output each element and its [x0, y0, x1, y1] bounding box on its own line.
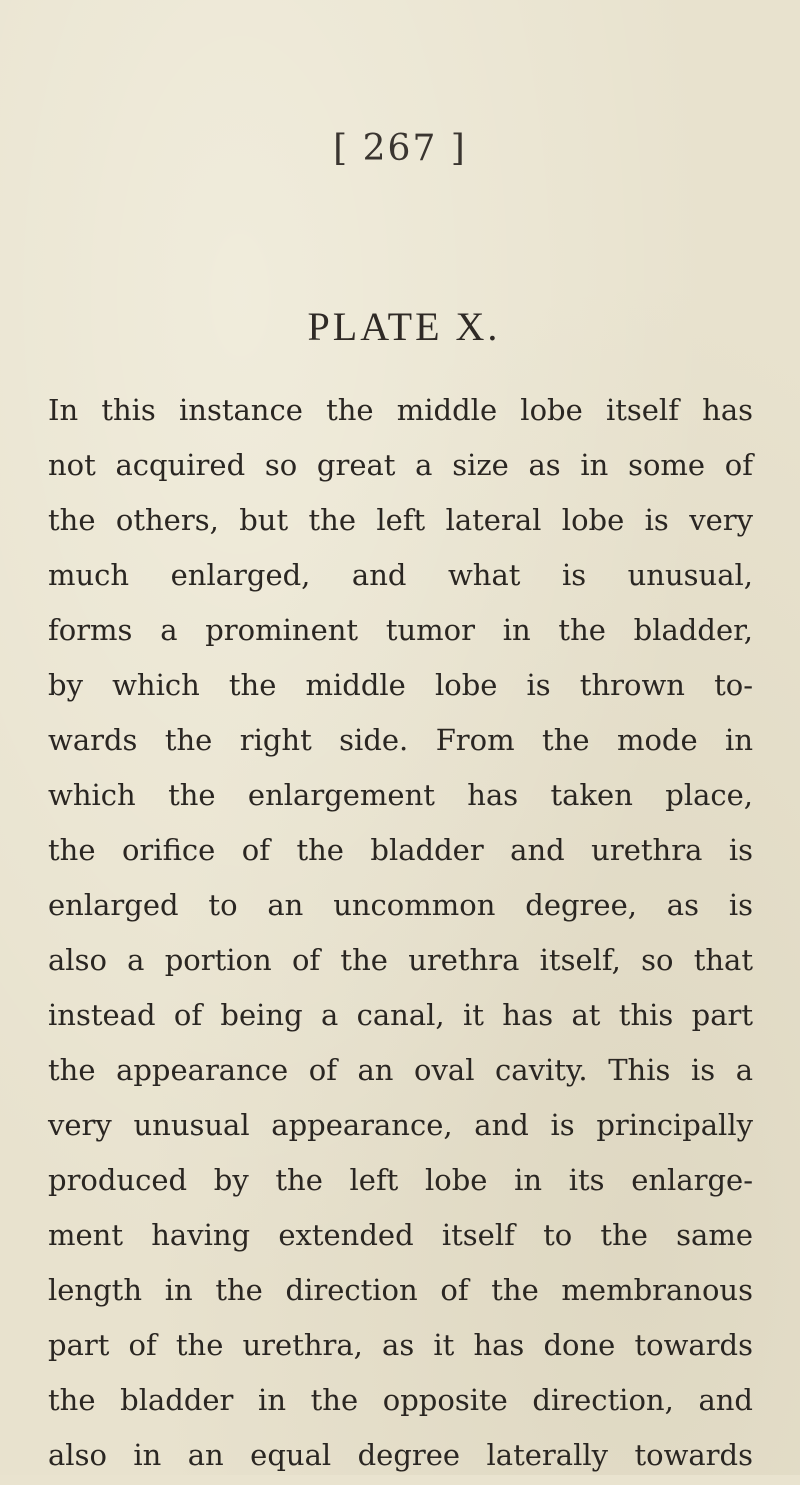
text-line: much enlarged, and what is unusual, [48, 558, 753, 592]
text-line: part of the urethra, as it has done towards [48, 1328, 753, 1362]
text-line: very unusual appearance, and is principally [48, 1108, 753, 1142]
page-number: [ 267 ] [333, 128, 467, 169]
text-line: wards the right side. From the mode in [48, 723, 753, 757]
text-line: not acquired so great a size as in some of [48, 448, 753, 482]
text-line: enlarged to an uncommon degree, as is [48, 888, 753, 922]
text-line: instead of being a canal, it has at this part [48, 998, 753, 1032]
text-line: the orifice of the bladder and urethra is [48, 833, 753, 867]
text-line: length in the direction of the membranous [48, 1273, 753, 1307]
text-line: also in an equal degree laterally towards [48, 1438, 753, 1472]
text-line: produced by the left lobe in its enlarge- [48, 1163, 753, 1197]
plate-title: PLATE X. [307, 304, 501, 349]
text-line: by which the middle lobe is thrown to- [48, 668, 753, 702]
text-line: In this instance the middle lobe itself has [48, 393, 753, 427]
text-line: the appearance of an oval cavity. This is a [48, 1053, 753, 1087]
text-line: ment having extended itself to the same [48, 1218, 753, 1252]
text-line: also a portion of the urethra itself, so that [48, 943, 753, 977]
text-line: the others, but the left lateral lobe is very [48, 503, 753, 537]
text-line: which the enlargement has taken place, [48, 778, 753, 812]
text-line: forms a prominent tumor in the bladder, [48, 613, 753, 647]
text-line: the bladder in the opposite direction, and [48, 1383, 753, 1417]
